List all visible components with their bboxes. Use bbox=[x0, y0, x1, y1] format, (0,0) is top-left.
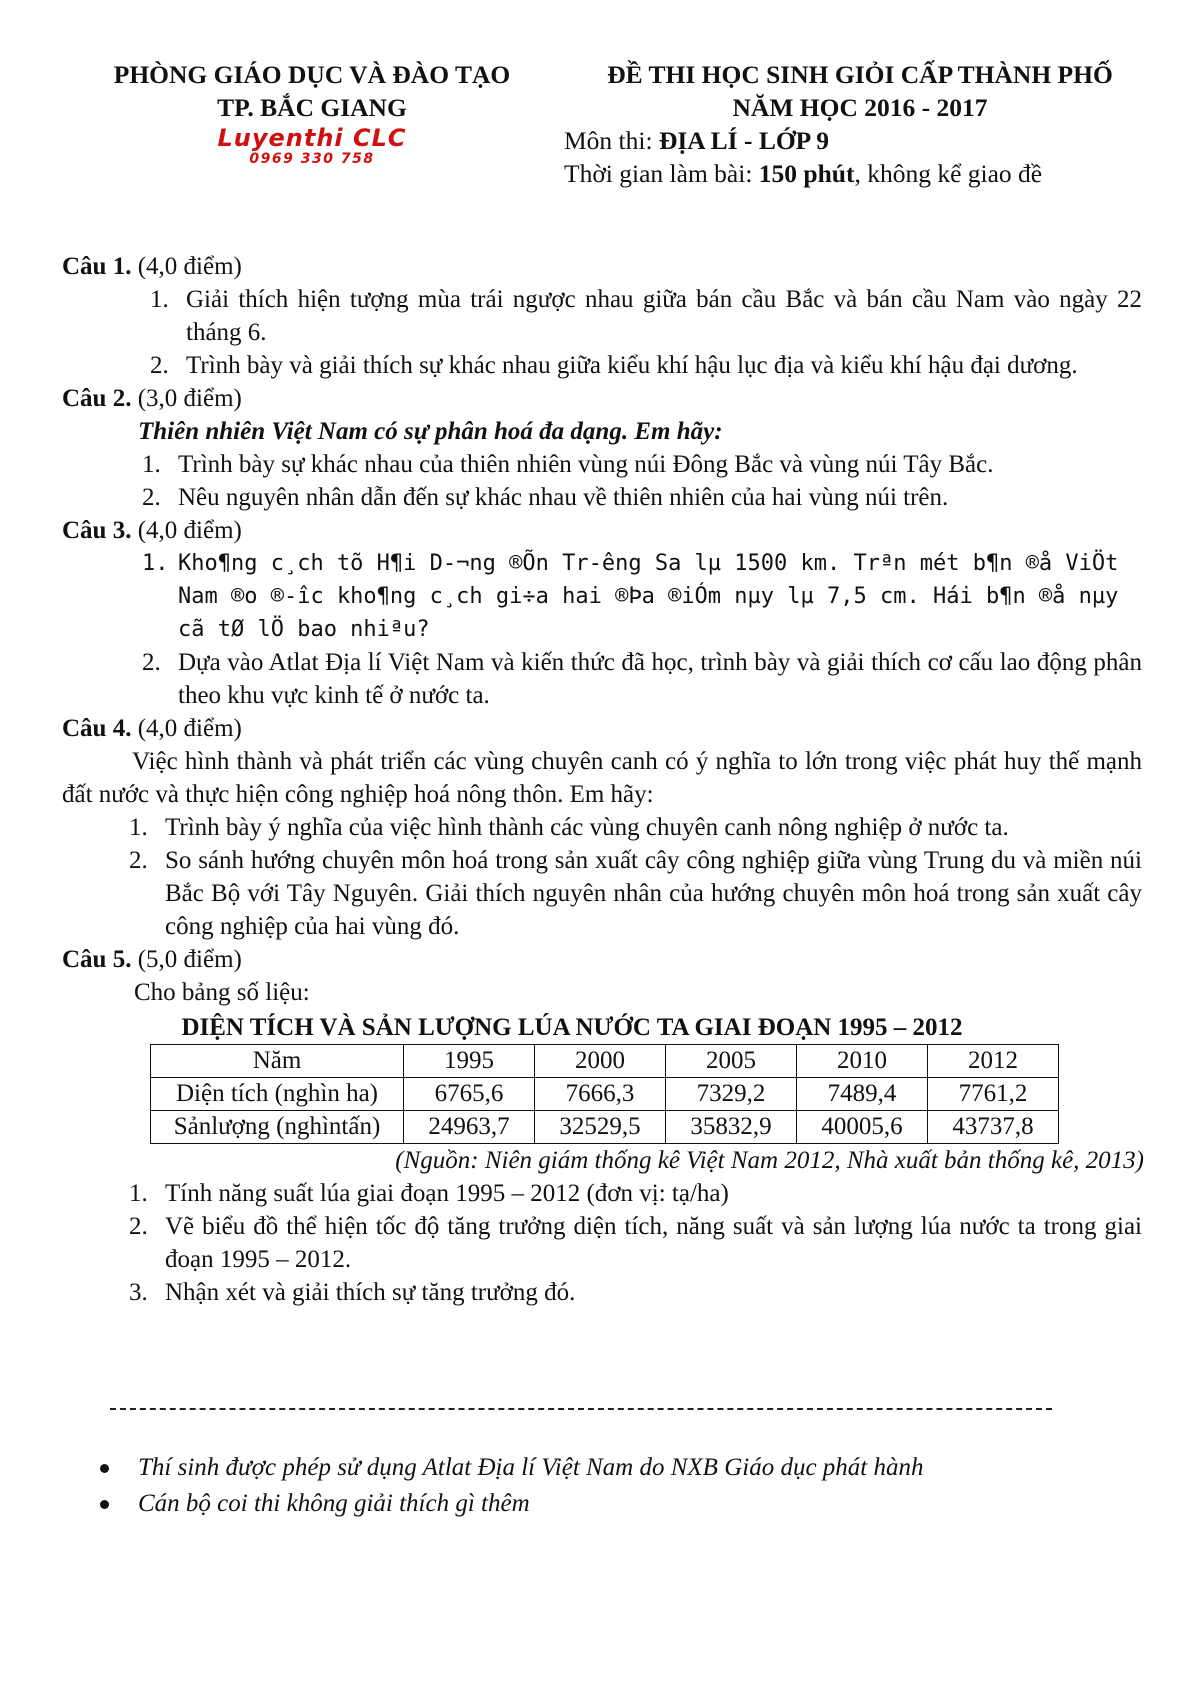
item-text: Trình bày ý nghĩa của việc hình thành các vùng chuyên canh nông nghiệp ở nước ta. bbox=[165, 814, 1009, 841]
question-5-intro: Cho bảng số liệu: bbox=[134, 979, 310, 1006]
question-2-items bbox=[62, 448, 1142, 514]
table-cell: 35832,9 bbox=[666, 1111, 797, 1144]
question-5-items bbox=[62, 1177, 1142, 1309]
table-cell: 32529,5 bbox=[535, 1111, 666, 1144]
subject-label: Môn thi: bbox=[564, 126, 659, 155]
question-3-points: (4,0 điểm) bbox=[131, 517, 242, 544]
table-cell: 7489,4 bbox=[797, 1078, 928, 1111]
item-number: 1. bbox=[142, 451, 161, 478]
question-3-item-1 bbox=[62, 547, 1142, 646]
item-number: 2. bbox=[129, 847, 148, 874]
item-number: 1. bbox=[150, 286, 169, 313]
note-text: Cán bộ coi thi không giải thích gì thêm bbox=[138, 1490, 530, 1517]
question-4-points: (4,0 điểm) bbox=[131, 715, 242, 742]
question-5-item-3 bbox=[62, 1276, 1142, 1309]
item-number: 3. bbox=[129, 1279, 148, 1306]
luyenthi-logo bbox=[88, 126, 536, 166]
question-4-intro: Việc hình thành và phát triển các vùng chuyên canh có ý nghĩa to lớn trong việc phát huy thế mạnh đất nước và thực hiện công nghiệp hoá nông thôn. Em hãy: bbox=[62, 748, 1142, 808]
table-source: (Nguồn: Niên giám thống kê Việt Nam 2012, Nhà xuất bản thống kê, 2013) bbox=[395, 1147, 1144, 1174]
question-4-item-1 bbox=[62, 811, 1142, 844]
note-text: Thí sinh được phép sử dụng Atlat Địa lí Việt Nam do NXB Giáo dục phát hành bbox=[138, 1454, 924, 1481]
item-number: 2. bbox=[129, 1213, 148, 1240]
question-5-item-1 bbox=[62, 1177, 1142, 1210]
question-1 bbox=[62, 250, 1142, 382]
item-text: Tính năng suất lúa giai đoạn 1995 – 2012 (đơn vị: tạ/ha) bbox=[165, 1180, 729, 1207]
table-header-cell: 2012 bbox=[928, 1045, 1059, 1078]
table-cell: 6765,6 bbox=[404, 1078, 535, 1111]
exam-notes bbox=[100, 1450, 1100, 1522]
table-title: DIỆN TÍCH VÀ SẢN LƯỢNG LÚA NƯỚC TA GIAI ĐOẠN 1995 – 2012 bbox=[181, 1014, 963, 1041]
school-year: NĂM HỌC 2016 - 2017 bbox=[732, 93, 988, 122]
time-label: Thời gian làm bài: bbox=[564, 159, 759, 188]
question-2-item-2 bbox=[62, 481, 1142, 514]
note-item bbox=[100, 1486, 1100, 1522]
question-4-title bbox=[62, 712, 1142, 745]
table-header-cell: Năm bbox=[151, 1045, 404, 1078]
item-text: So sánh hướng chuyên môn hoá trong sản xuất cây công nghiệp giữa vùng Trung du và miền núi Bắc Bộ với Tây Nguyên. Giải thích nguyên nhân của hướng chuyên môn hoá trong sản xuất cây công nghiệp của hai vùng đó. bbox=[165, 847, 1142, 940]
subject-line bbox=[560, 124, 1160, 157]
dashed-divider bbox=[110, 1408, 1052, 1410]
question-2-label: Câu 2. bbox=[62, 385, 132, 412]
question-3-title bbox=[62, 514, 1142, 547]
question-2-prompt: Thiên nhiên Việt Nam có sự phân hoá đa dạng. Em hãy: bbox=[138, 418, 723, 445]
item-text: Giải thích hiện tượng mùa trái ngược nhau giữa bán cầu Bắc và bán cầu Nam vào ngày 22 tháng 6. bbox=[186, 286, 1142, 346]
item-number: 2. bbox=[142, 484, 161, 511]
exam-title-block bbox=[560, 58, 1160, 190]
question-3-item-2 bbox=[62, 646, 1142, 712]
table-cell: 40005,6 bbox=[797, 1111, 928, 1144]
table-header-cell: 2010 bbox=[797, 1045, 928, 1078]
question-2 bbox=[62, 382, 1142, 514]
item-text: Dựa vào Atlat Địa lí Việt Nam và kiến thức đã học, trình bày và giải thích cơ cấu lao động phân theo khu vực kinh tế ở nước ta. bbox=[178, 649, 1142, 709]
item-text: Trình bày và giải thích sự khác nhau giữa kiểu khí hậu lục địa và kiểu khí hậu đại dương. bbox=[186, 352, 1078, 379]
table-cell: 7329,2 bbox=[666, 1078, 797, 1111]
rice-data-table bbox=[150, 1044, 1059, 1144]
table-header-cell: 1995 bbox=[404, 1045, 535, 1078]
question-3 bbox=[62, 514, 1142, 712]
question-3-items bbox=[62, 547, 1142, 712]
question-5-title bbox=[62, 943, 1142, 976]
question-5-item-2 bbox=[62, 1210, 1142, 1276]
table-cell: 7666,3 bbox=[535, 1078, 666, 1111]
subject-value: ĐỊA LÍ - LỚP 9 bbox=[658, 126, 829, 155]
item-number: 1. bbox=[129, 814, 148, 841]
logo-name: Luyenthi CLC bbox=[217, 124, 407, 152]
question-1-label: Câu 1. bbox=[62, 253, 132, 280]
table-cell: 24963,7 bbox=[404, 1111, 535, 1144]
table-row-label: Diện tích (nghìn ha) bbox=[151, 1078, 404, 1111]
item-number: 2. bbox=[150, 352, 169, 379]
table-cell: 43737,8 bbox=[928, 1111, 1059, 1144]
item-number: 1. bbox=[142, 551, 169, 576]
question-4-item-2 bbox=[62, 844, 1142, 943]
bullet-icon bbox=[100, 1500, 109, 1509]
item-text: Vẽ biểu đồ thể hiện tốc độ tăng trưởng diện tích, năng suất và sản lượng lúa nước ta trong giai đoạn 1995 – 2012. bbox=[165, 1213, 1142, 1273]
question-5 bbox=[62, 943, 1142, 1309]
item-text: Nhận xét và giải thích sự tăng trưởng đó. bbox=[165, 1279, 576, 1306]
question-1-item-1 bbox=[62, 283, 1142, 349]
question-4-items bbox=[62, 811, 1142, 943]
exam-body bbox=[62, 250, 1142, 1309]
table-row-label: Sảnlượng (nghìntấn) bbox=[151, 1111, 404, 1144]
question-4 bbox=[62, 712, 1142, 943]
question-5-label: Câu 5. bbox=[62, 946, 132, 973]
issuer-line-1: PHÒNG GIÁO DỤC VÀ ĐÀO TẠO bbox=[113, 60, 511, 89]
time-value: 150 phút bbox=[758, 159, 855, 188]
table-cell: 7761,2 bbox=[928, 1078, 1059, 1111]
item-text: Trình bày sự khác nhau của thiên nhiên vùng núi Đông Bắc và vùng núi Tây Bắc. bbox=[178, 451, 994, 478]
question-2-points: (3,0 điểm) bbox=[131, 385, 242, 412]
question-1-item-2 bbox=[62, 349, 1142, 382]
question-1-title bbox=[62, 250, 1142, 283]
question-2-title bbox=[62, 382, 1142, 415]
note-item bbox=[100, 1450, 1100, 1486]
question-5-points: (5,0 điểm) bbox=[131, 946, 242, 973]
question-3-label: Câu 3. bbox=[62, 517, 132, 544]
exam-title: ĐỀ THI HỌC SINH GIỎI CẤP THÀNH PHỐ bbox=[607, 60, 1113, 89]
time-suffix: , không kể giao đề bbox=[854, 159, 1043, 188]
table-header-row bbox=[151, 1045, 1059, 1078]
item-text: Nêu nguyên nhân dẫn đến sự khác nhau về thiên nhiên của hai vùng núi trên. bbox=[178, 484, 949, 511]
item-text: Kho¶ng c¸ch tõ H¶i D-¬ng ®Õn Tr-êng Sa lµ 1500 km. Trªn mét b¶n ®å ViÖt Nam ®o ®-îc kho¶ng c¸ch gi÷a hai ®Þa ®iÓm nµy lµ 7,5 cm. Hái b¶n ®å nµy cã tØ lÖ bao nhiªu? bbox=[178, 551, 1119, 642]
table-header-cell: 2000 bbox=[535, 1045, 666, 1078]
question-1-points: (4,0 điểm) bbox=[131, 253, 242, 280]
question-4-label: Câu 4. bbox=[62, 715, 132, 742]
item-number: 2. bbox=[142, 649, 161, 676]
time-line bbox=[560, 157, 1160, 190]
table-row bbox=[151, 1111, 1059, 1144]
question-1-items bbox=[62, 283, 1142, 382]
logo-phone: 0969 330 758 bbox=[249, 151, 375, 167]
bullet-icon bbox=[100, 1464, 109, 1473]
question-2-item-1 bbox=[62, 448, 1142, 481]
issuer-line-2: TP. BẮC GIANG bbox=[217, 93, 407, 122]
issuer-block bbox=[88, 58, 536, 166]
table-header-cell: 2005 bbox=[666, 1045, 797, 1078]
table-row bbox=[151, 1078, 1059, 1111]
item-number: 1. bbox=[129, 1180, 148, 1207]
